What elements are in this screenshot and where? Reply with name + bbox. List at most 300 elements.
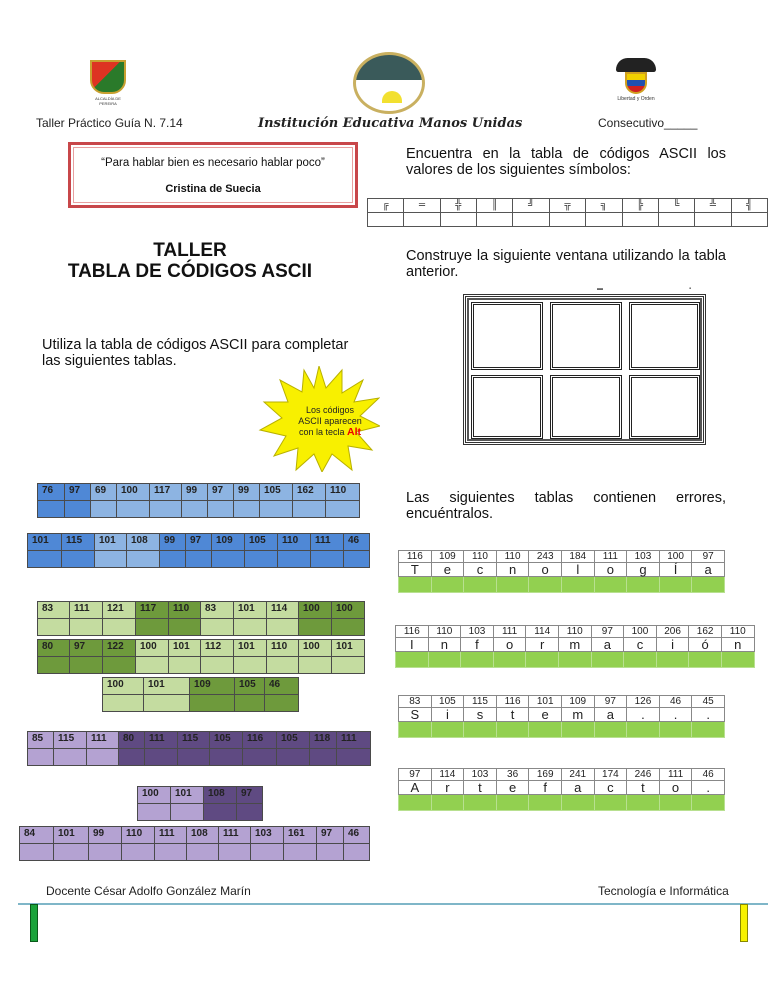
answer-cell[interactable] (529, 722, 562, 738)
answer-cell[interactable] (431, 795, 464, 811)
symbol-cell: ═ (404, 199, 440, 213)
answer-cell[interactable] (62, 551, 95, 568)
code-cell: 101 (234, 602, 267, 619)
code-cell: 46 (344, 827, 370, 844)
code-cell: 83 (399, 696, 432, 708)
code-cell: 115 (178, 732, 210, 749)
answer-cell[interactable] (70, 619, 103, 636)
answer-cell[interactable] (561, 722, 594, 738)
answer-cell[interactable] (399, 577, 432, 593)
code-cell: 169 (529, 769, 562, 781)
answer-cell[interactable] (245, 551, 278, 568)
find-errors-instruction: Las siguientes tablas contienen errores, encuéntralos. (406, 490, 726, 522)
consecutive-label: Consecutivo_____ (598, 116, 698, 130)
answer-cell[interactable] (119, 749, 145, 766)
answer-cell[interactable] (659, 577, 692, 593)
answer-cell[interactable] (145, 749, 178, 766)
answer-cell[interactable] (87, 749, 119, 766)
answer-cell[interactable] (54, 844, 89, 861)
answer-cell[interactable] (138, 804, 171, 821)
answer-cell[interactable] (38, 657, 70, 674)
char-cell: e (529, 708, 562, 722)
char-cell: c (594, 781, 627, 795)
answer-cell[interactable] (344, 844, 370, 861)
answer-cell[interactable] (658, 213, 694, 227)
code-cell: 101 (529, 696, 562, 708)
code-cell: 99 (89, 827, 122, 844)
char-cell: f (529, 781, 562, 795)
char-cell: o (659, 781, 692, 795)
answer-cell[interactable] (526, 652, 559, 668)
answer-cell[interactable] (234, 501, 260, 518)
answer-cell[interactable] (692, 795, 725, 811)
window-pane (550, 375, 622, 439)
answer-cell[interactable] (399, 795, 432, 811)
answer-cell[interactable] (692, 722, 725, 738)
code-cell: 45 (692, 696, 725, 708)
teacher-name: Docente César Adolfo González Marín (46, 884, 251, 898)
code-cell: 99 (182, 484, 208, 501)
answer-cell[interactable] (368, 213, 404, 227)
char-cell: a (561, 781, 594, 795)
answer-cell[interactable] (278, 551, 311, 568)
char-cell: c (464, 563, 497, 577)
code-cell: 100 (136, 640, 169, 657)
institution-logo (346, 52, 432, 114)
code-cell: 100 (103, 678, 144, 695)
code-cell: 101 (54, 827, 89, 844)
code-cell: 83 (38, 602, 70, 619)
char-cell: l (561, 563, 594, 577)
answer-cell[interactable] (267, 657, 299, 674)
answer-cell[interactable] (656, 652, 689, 668)
code-cell: 101 (171, 787, 204, 804)
code-cell: 84 (20, 827, 54, 844)
code-cell: 97 (317, 827, 344, 844)
answer-cell[interactable] (251, 844, 284, 861)
alcaldia-caption: ALCALDÍA DE PEREIRA (95, 96, 121, 106)
answer-cell[interactable] (591, 652, 624, 668)
char-cell: . (659, 708, 692, 722)
symbol-cell: ╩ (695, 199, 731, 213)
answer-cell[interactable] (265, 695, 299, 712)
code-cell: 103 (464, 769, 497, 781)
code-cell: 110 (278, 534, 311, 551)
char-cell: I (396, 638, 429, 652)
answer-cell[interactable] (317, 844, 344, 861)
symbol-cell: ╚ (658, 199, 694, 213)
code-cell: 118 (310, 732, 337, 749)
code-cell: 116 (496, 696, 529, 708)
code-cell: 36 (496, 769, 529, 781)
answer-cell[interactable] (659, 795, 692, 811)
char-cell: r (431, 781, 464, 795)
char-cell: a (692, 563, 725, 577)
answer-cell[interactable] (284, 844, 317, 861)
answer-cell[interactable] (38, 619, 70, 636)
answer-cell[interactable] (171, 804, 204, 821)
answer-cell[interactable] (428, 652, 461, 668)
answer-cell[interactable] (187, 844, 219, 861)
answer-cell[interactable] (144, 695, 190, 712)
code-cell: 206 (656, 626, 689, 638)
code-cell: 97 (70, 640, 103, 657)
char-cell: . (627, 708, 660, 722)
answer-cell[interactable] (561, 795, 594, 811)
code-table-purple-3 (19, 826, 370, 861)
answer-cell[interactable] (549, 213, 585, 227)
answer-cell[interactable] (277, 749, 310, 766)
code-cell: 161 (284, 827, 317, 844)
code-table-green-1 (37, 601, 365, 636)
code-cell: 109 (561, 696, 594, 708)
code-cell: 97 (65, 484, 91, 501)
answer-cell[interactable] (477, 213, 513, 227)
code-cell: 114 (526, 626, 559, 638)
code-cell: 111 (659, 769, 692, 781)
code-cell: 114 (267, 602, 299, 619)
code-cell: 100 (138, 787, 171, 804)
code-cell: 115 (62, 534, 95, 551)
answer-cell[interactable] (404, 213, 440, 227)
window-pane (629, 375, 700, 439)
answer-cell[interactable] (219, 844, 251, 861)
code-cell: 103 (627, 551, 660, 563)
subject-name: Tecnología e Informática (598, 884, 729, 898)
answer-cell[interactable] (155, 844, 187, 861)
answer-cell[interactable] (431, 577, 464, 593)
char-cell: . (692, 781, 725, 795)
code-cell: 97 (237, 787, 263, 804)
answer-cell[interactable] (150, 501, 182, 518)
answer-cell[interactable] (396, 652, 429, 668)
code-cell: 110 (326, 484, 360, 501)
char-cell: T (399, 563, 432, 577)
complete-tables-instruction: Utiliza la tabla de códigos ASCII para completar las siguientes tablas. (42, 337, 349, 369)
symbol-cell: ║ (477, 199, 513, 213)
code-cell: 99 (234, 484, 260, 501)
code-cell: 103 (251, 827, 284, 844)
answer-cell[interactable] (91, 501, 117, 518)
char-cell: Í (659, 563, 692, 577)
answer-row (368, 213, 768, 227)
answer-cell[interactable] (594, 577, 627, 593)
code-cell: 105 (431, 696, 464, 708)
char-cell: A (399, 781, 432, 795)
code-cell: 46 (659, 696, 692, 708)
tick-mark: ▬ (597, 286, 603, 292)
answer-cell[interactable] (431, 722, 464, 738)
answer-cell[interactable] (208, 501, 234, 518)
code-cell: 246 (627, 769, 660, 781)
code-cell: 111 (311, 534, 344, 551)
guide-label: Taller Práctico Guía N. 7.14 (36, 116, 183, 130)
answer-cell[interactable] (659, 722, 692, 738)
quote-text: “Para hablar bien es necesario hablar poco” (101, 157, 325, 169)
colombia-caption: Libertad y Orden (617, 96, 655, 102)
answer-cell[interactable] (496, 795, 529, 811)
code-cell: 184 (561, 551, 594, 563)
answer-cell[interactable] (20, 844, 54, 861)
code-cell: 101 (95, 534, 127, 551)
code-cell: 111 (70, 602, 103, 619)
symbol-cell: ╔ (368, 199, 404, 213)
answer-cell[interactable] (594, 722, 627, 738)
answer-cell[interactable] (212, 551, 245, 568)
symbol-row (368, 199, 768, 213)
char-cell: t (627, 781, 660, 795)
code-cell: 126 (627, 696, 660, 708)
answer-cell[interactable] (234, 619, 267, 636)
answer-cell[interactable] (186, 551, 212, 568)
code-cell: 116 (243, 732, 277, 749)
code-cell: 101 (332, 640, 365, 657)
answer-cell[interactable] (103, 695, 144, 712)
char-cell: ó (689, 638, 722, 652)
alt-key-label: Alt (347, 426, 362, 438)
green-bar-decoration (30, 904, 38, 942)
answer-cell[interactable] (127, 551, 160, 568)
window-pane (550, 302, 622, 370)
code-cell: 241 (561, 769, 594, 781)
answer-cell[interactable] (529, 577, 562, 593)
answer-cell[interactable] (695, 213, 731, 227)
answer-cell[interactable] (89, 844, 122, 861)
code-cell: 105 (277, 732, 310, 749)
answer-cell[interactable] (689, 652, 722, 668)
answer-cell[interactable] (299, 657, 332, 674)
error-table-sistema (398, 695, 725, 738)
answer-cell[interactable] (169, 619, 201, 636)
char-cell: n (496, 563, 529, 577)
code-cell: 80 (119, 732, 145, 749)
char-cell: m (558, 638, 591, 652)
symbol-cell: ╦ (549, 199, 585, 213)
answer-cell[interactable] (627, 795, 660, 811)
answer-cell[interactable] (237, 804, 263, 821)
code-cell: 114 (431, 769, 464, 781)
code-cell: 111 (87, 732, 119, 749)
code-cell: 121 (103, 602, 136, 619)
answer-cell[interactable] (28, 749, 54, 766)
code-cell: 83 (201, 602, 234, 619)
answer-cell[interactable] (558, 652, 591, 668)
code-cell: 76 (38, 484, 65, 501)
code-cell: 110 (721, 626, 754, 638)
burst-line-3: con la tecla (298, 427, 345, 437)
answer-cell[interactable] (622, 213, 658, 227)
answer-cell[interactable] (260, 501, 293, 518)
shield-icon (90, 60, 126, 94)
code-cell: 105 (260, 484, 293, 501)
code-cell: 97 (692, 551, 725, 563)
answer-cell[interactable] (267, 619, 299, 636)
answer-cell[interactable] (178, 749, 210, 766)
answer-cell[interactable] (624, 652, 657, 668)
quote-author: Cristina de Suecia (165, 183, 261, 195)
char-cell: f (461, 638, 494, 652)
answer-cell[interactable] (326, 501, 360, 518)
code-cell: 99 (160, 534, 186, 551)
char-cell: . (692, 708, 725, 722)
answer-cell[interactable] (234, 657, 267, 674)
code-table-purple-2 (137, 786, 263, 821)
code-cell: 105 (235, 678, 265, 695)
answer-cell[interactable] (627, 577, 660, 593)
answer-cell[interactable] (169, 657, 201, 674)
char-cell: i (431, 708, 464, 722)
answer-cell[interactable] (721, 652, 754, 668)
tick-mark: ▪ (689, 286, 692, 292)
shield-icon (625, 72, 647, 94)
answer-cell[interactable] (513, 213, 549, 227)
answer-cell[interactable] (399, 722, 432, 738)
answer-cell[interactable] (243, 749, 277, 766)
window-pane (471, 302, 543, 370)
colombia-coat-of-arms-logo (612, 58, 660, 114)
answer-cell[interactable] (692, 577, 725, 593)
char-cell: s (464, 708, 497, 722)
char-cell: o (594, 563, 627, 577)
answer-cell[interactable] (561, 577, 594, 593)
answer-cell[interactable] (70, 657, 103, 674)
quote-box (68, 142, 358, 208)
symbol-cell: ╠ (622, 199, 658, 213)
answer-cell[interactable] (731, 213, 767, 227)
code-cell: 101 (28, 534, 62, 551)
symbol-table (367, 198, 768, 227)
answer-cell[interactable] (299, 619, 332, 636)
char-cell: r (526, 638, 559, 652)
answer-cell[interactable] (38, 501, 65, 518)
answer-cell[interactable] (201, 619, 234, 636)
code-cell: 97 (208, 484, 234, 501)
answer-cell[interactable] (464, 722, 497, 738)
answer-cell[interactable] (136, 619, 169, 636)
answer-cell[interactable] (493, 652, 526, 668)
title-line-1: TALLER (153, 240, 227, 261)
build-window-instruction: Construye la siguiente ventana utilizando la tabla anterior. (406, 248, 726, 280)
answer-cell[interactable] (440, 213, 476, 227)
page-title (40, 240, 340, 282)
answer-cell[interactable] (65, 501, 91, 518)
code-cell: 174 (594, 769, 627, 781)
answer-cell[interactable] (461, 652, 494, 668)
char-cell: o (493, 638, 526, 652)
answer-cell[interactable] (310, 749, 337, 766)
answer-cell[interactable] (182, 501, 208, 518)
answer-cell[interactable] (235, 695, 265, 712)
char-cell: t (496, 708, 529, 722)
error-table-artefacto (398, 768, 725, 811)
yellow-bar-decoration (740, 904, 748, 942)
answer-cell[interactable] (332, 657, 365, 674)
code-cell: 109 (431, 551, 464, 563)
code-cell: 105 (245, 534, 278, 551)
code-cell: 110 (267, 640, 299, 657)
code-cell: 97 (591, 626, 624, 638)
burst-line-2: ASCII aparecen (298, 416, 362, 426)
code-cell: 109 (212, 534, 245, 551)
answer-cell[interactable] (464, 577, 497, 593)
answer-cell[interactable] (464, 795, 497, 811)
code-table-green-2 (37, 639, 365, 674)
symbol-cell: ╝ (513, 199, 549, 213)
code-cell: 101 (234, 640, 267, 657)
code-cell: 110 (558, 626, 591, 638)
code-cell: 100 (299, 640, 332, 657)
answer-cell[interactable] (293, 501, 326, 518)
answer-cell[interactable] (122, 844, 155, 861)
answer-cell[interactable] (311, 551, 344, 568)
code-cell: 111 (155, 827, 187, 844)
find-values-instruction: Encuentra en la tabla de códigos ASCII los valores de los siguientes símbolos: (406, 146, 726, 178)
code-cell: 85 (28, 732, 54, 749)
char-cell: t (464, 781, 497, 795)
answer-cell[interactable] (201, 657, 234, 674)
code-cell: 110 (496, 551, 529, 563)
answer-cell[interactable] (586, 213, 622, 227)
answer-cell[interactable] (190, 695, 235, 712)
answer-cell[interactable] (136, 657, 169, 674)
answer-cell[interactable] (496, 577, 529, 593)
answer-cell[interactable] (103, 657, 136, 674)
code-table-blue-2 (27, 533, 370, 568)
code-table-green-3 (102, 677, 299, 712)
char-cell: S (399, 708, 432, 722)
answer-cell[interactable] (529, 795, 562, 811)
answer-cell[interactable] (496, 722, 529, 738)
char-cell: n (721, 638, 754, 652)
symbol-cell: ╬ (440, 199, 476, 213)
answer-cell[interactable] (95, 551, 127, 568)
code-cell: 103 (461, 626, 494, 638)
answer-cell[interactable] (160, 551, 186, 568)
code-table-purple-1 (27, 731, 371, 766)
char-cell: i (656, 638, 689, 652)
answer-cell[interactable] (103, 619, 136, 636)
code-cell: 97 (399, 769, 432, 781)
code-cell: 100 (332, 602, 365, 619)
code-cell: 110 (428, 626, 461, 638)
answer-cell[interactable] (28, 551, 62, 568)
code-cell: 105 (210, 732, 243, 749)
answer-cell[interactable] (210, 749, 243, 766)
code-cell: 111 (337, 732, 371, 749)
title-line-2: TABLA DE CÓDIGOS ASCII (67, 261, 313, 282)
answer-cell[interactable] (594, 795, 627, 811)
answer-cell[interactable] (627, 722, 660, 738)
answer-cell[interactable] (344, 551, 370, 568)
code-cell: 110 (169, 602, 201, 619)
code-cell: 101 (144, 678, 190, 695)
code-cell: 111 (493, 626, 526, 638)
code-cell: 111 (145, 732, 178, 749)
code-cell: 108 (204, 787, 237, 804)
code-cell: 46 (692, 769, 725, 781)
answer-cell[interactable] (332, 619, 365, 636)
burst-line-1: Los códigos (305, 405, 355, 415)
char-cell: c (624, 638, 657, 652)
answer-cell[interactable] (337, 749, 371, 766)
answer-cell[interactable] (54, 749, 87, 766)
answer-cell[interactable] (117, 501, 150, 518)
answer-cell[interactable] (204, 804, 237, 821)
char-cell: e (496, 781, 529, 795)
sun-icon (382, 91, 402, 103)
code-cell: 46 (344, 534, 370, 551)
code-cell: 116 (399, 551, 432, 563)
